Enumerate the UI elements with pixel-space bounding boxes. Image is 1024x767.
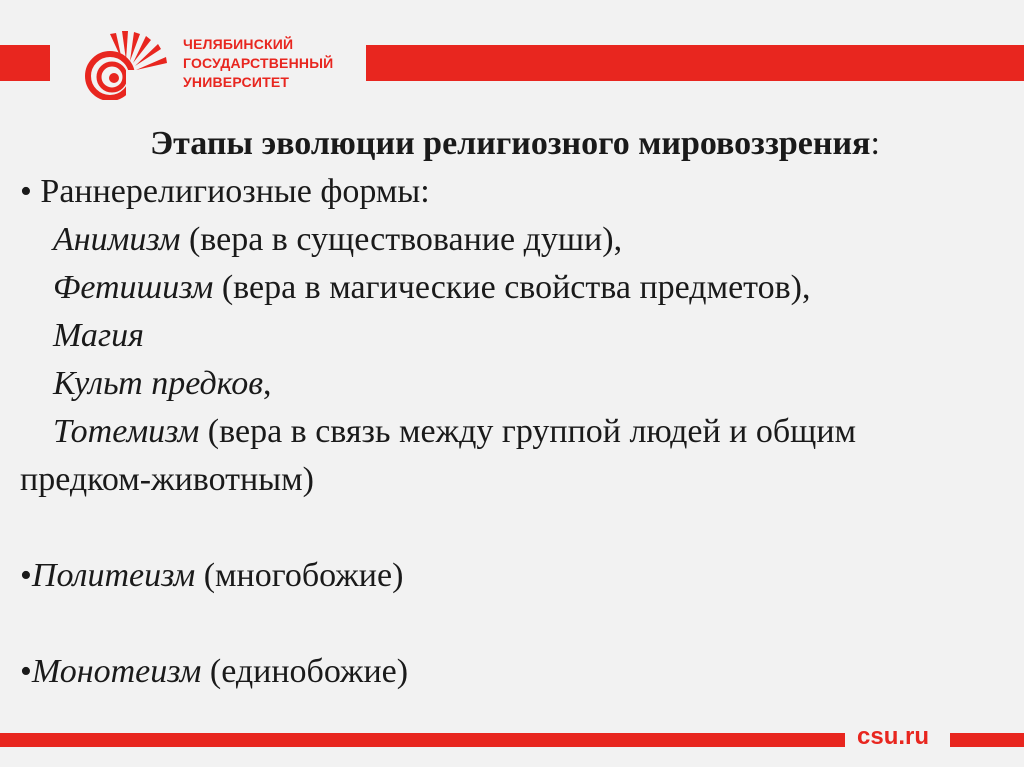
polytheism-item <box>20 552 1010 600</box>
spacer <box>20 504 1010 552</box>
desc-fetishism: (вера в магические свойства предметов), <box>213 269 811 306</box>
list-item-magic <box>20 312 1010 360</box>
slide-title-text: Этапы эволюции религиозного мировоззрения <box>150 125 871 162</box>
term-monotheism: Монотеизм <box>31 653 202 690</box>
desc-totemism: (вера в связь между группой людей и общим <box>199 413 857 450</box>
term-magic: Магия <box>53 317 144 354</box>
top-accent-bar-right <box>366 45 1024 81</box>
logo-line-1: ЧЕЛЯБИНСКИЙ <box>183 36 294 52</box>
spacer <box>20 600 1010 648</box>
bottom-accent-bar-right <box>950 733 1024 747</box>
bottom-accent-bar-left <box>0 733 845 747</box>
logo-line-3: УНИВЕРСИТЕТ <box>183 74 290 90</box>
desc-polytheism: (многобожие) <box>195 557 404 594</box>
slide-title-colon: : <box>870 125 880 162</box>
top-accent-bar-left <box>0 45 50 81</box>
slide-content <box>20 120 1010 696</box>
list-item-ancestor-cult <box>20 360 1010 408</box>
spiral-shell-logo-icon <box>76 30 172 100</box>
term-polytheism: Политеизм <box>31 557 196 594</box>
early-forms-label: • Раннерелигиозные формы: <box>20 173 430 210</box>
bullet-polytheism: • <box>20 557 32 594</box>
term-animism: Анимизм <box>53 221 181 258</box>
term-ancestor-cult: Культ предков <box>53 365 264 402</box>
slide-title <box>20 120 1010 168</box>
term-totemism: Тотемизм <box>53 413 200 450</box>
term-fetishism: Фетишизм <box>53 269 214 306</box>
totemism-continuation: предком-животным) <box>20 461 314 498</box>
desc-animism: (вера в существование души), <box>180 221 623 258</box>
desc-ancestor-cult: , <box>263 365 272 402</box>
list-item-animism <box>20 216 1010 264</box>
site-link[interactable]: csu.ru <box>857 723 930 750</box>
desc-monotheism: (единобожие) <box>201 653 409 690</box>
university-name <box>183 35 353 92</box>
monotheism-item <box>20 648 1010 696</box>
list-item-fetishism <box>20 264 1010 312</box>
logo-line-2: ГОСУДАРСТВЕННЫЙ <box>183 55 334 71</box>
bullet-monotheism: • <box>20 653 32 690</box>
list-item-totemism <box>20 408 1010 456</box>
